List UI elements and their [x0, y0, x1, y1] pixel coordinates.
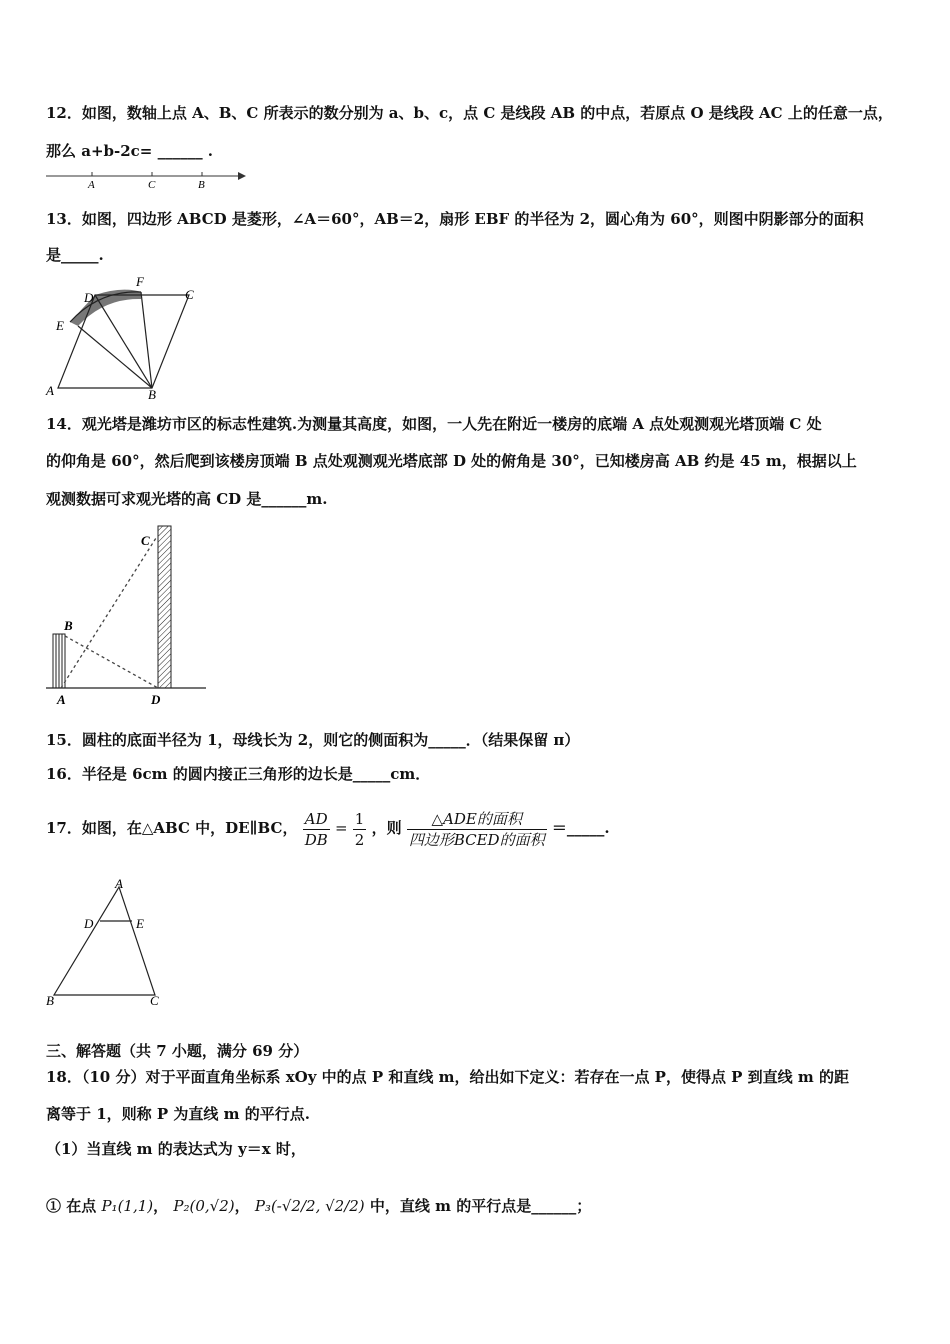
q12-number-line-figure [44, 168, 249, 190]
q18-point-p1: P₁(1,1) [101, 1197, 154, 1215]
q14-label-c: C [141, 533, 150, 548]
q17-fraction-ad-db [303, 809, 330, 850]
q17-eq: = [334, 819, 348, 837]
q13-label-c: C [185, 287, 194, 302]
q18-sub1: ① 在点 P₁(1,1)， P₂(0,√2)， P₃(-√2/2, √2/2) 中，直线 m 的平行点是______； [46, 1197, 592, 1215]
q17-label-e: E [136, 916, 144, 931]
q17-triangle-figure [44, 875, 169, 1010]
q12-line1: 12．如图，数轴上点 A、B、C 所表示的数分别为 a、b、c，点 C 是线段 AB 的中点，若原点 O 是线段 AC 上的任意一点， [46, 104, 893, 122]
q14-label-d: D [151, 692, 161, 707]
q13-label-f: F [136, 274, 144, 289]
q12-line2: 那么 a+b-2c= ______ . [46, 142, 214, 160]
q14-label-a: A [57, 692, 66, 707]
q18-line2: 离等于 1，则称 P 为直线 m 的平行点. [46, 1105, 310, 1123]
q17-label-d: D [84, 916, 94, 931]
q18-line1: 18．（10 分）对于平面直角坐标系 xOy 中的点 P 和直线 m，给出如下定义：若存在一点 P，使得点 P 到直线 m 的距 [46, 1068, 850, 1086]
q12-label-c: C [148, 179, 156, 190]
q16-text: 16．半径是 6cm 的圆内接正三角形的边长是_____cm． [46, 765, 431, 783]
q12-label-a: A [88, 179, 95, 190]
q17-fraction-one-half [353, 809, 367, 850]
q14-line3: 观测数据可求观光塔的高 CD 是______m. [46, 490, 328, 508]
q17-label-b: B [46, 993, 54, 1008]
q17-frac1-den: DB [304, 830, 328, 849]
q17-prefix: 17．如图，在△ABC 中，DE∥BC， [46, 819, 298, 837]
q17-label-a: A [115, 876, 123, 891]
q13-line2: 是_____. [46, 246, 104, 264]
q18-line3: （1）当直线 m 的表达式为 y＝x 时， [46, 1140, 306, 1158]
q13-label-a: A [46, 383, 54, 398]
q17-frac2-num: 1 [354, 809, 365, 828]
q13-line1: 13．如图，四边形 ABCD 是菱形，∠A＝60°，AB＝2，扇形 EBF 的半径为 2，圆心角为 60°，则图中阴影部分的面积 [46, 210, 864, 228]
q17-frac3-num: △ADE的面积 [407, 809, 547, 830]
q17-fraction-area-ratio [407, 809, 547, 850]
q14-line1: 14．观光塔是潍坊市区的标志性建筑.为测量其高度，如图，一人先在附近一楼房的底端 A 点处观测观光塔顶端 C 处 [46, 415, 822, 433]
q13-label-d: D [84, 290, 94, 305]
q17-suffix: ＝_____. [551, 819, 610, 837]
section3-title: 三、解答题（共 7 小题，满分 69 分） [46, 1042, 309, 1060]
q18-sub1-prefix: ① 在点 [46, 1197, 97, 1215]
q17-line [46, 800, 610, 856]
q17-frac3-den: 四边形BCED的面积 [408, 830, 545, 849]
q12-label-b: B [198, 179, 205, 190]
q14-label-b: B [64, 618, 73, 633]
q14-line2: 的仰角是 60°，然后爬到该楼房顶端 B 点处观测观光塔底部 D 处的俯角是 30°，已知楼房高 AB 约是 45 m，根据以上 [46, 452, 857, 470]
q17-frac1-num: AD [303, 809, 330, 830]
q18-point-p2: P₂(0,√2) [173, 1197, 235, 1215]
q13-rhombus-figure [44, 272, 214, 402]
q18-point-p3: P₃(-√2/2, √2/2) [254, 1197, 365, 1215]
q17-label-c: C [150, 993, 159, 1008]
q17-frac2-den: 2 [354, 830, 365, 849]
q18-sub1-suffix: 中，直线 m 的平行点是______； [369, 1197, 592, 1215]
q13-label-b: B [148, 387, 156, 402]
q17-then: ，则 [371, 819, 402, 837]
q15-text: 15．圆柱的底面半径为 1，母线长为 2，则它的侧面积为_____．（结果保留 π） [46, 731, 580, 749]
q13-label-e: E [56, 318, 64, 333]
q14-tower-figure [44, 520, 209, 710]
